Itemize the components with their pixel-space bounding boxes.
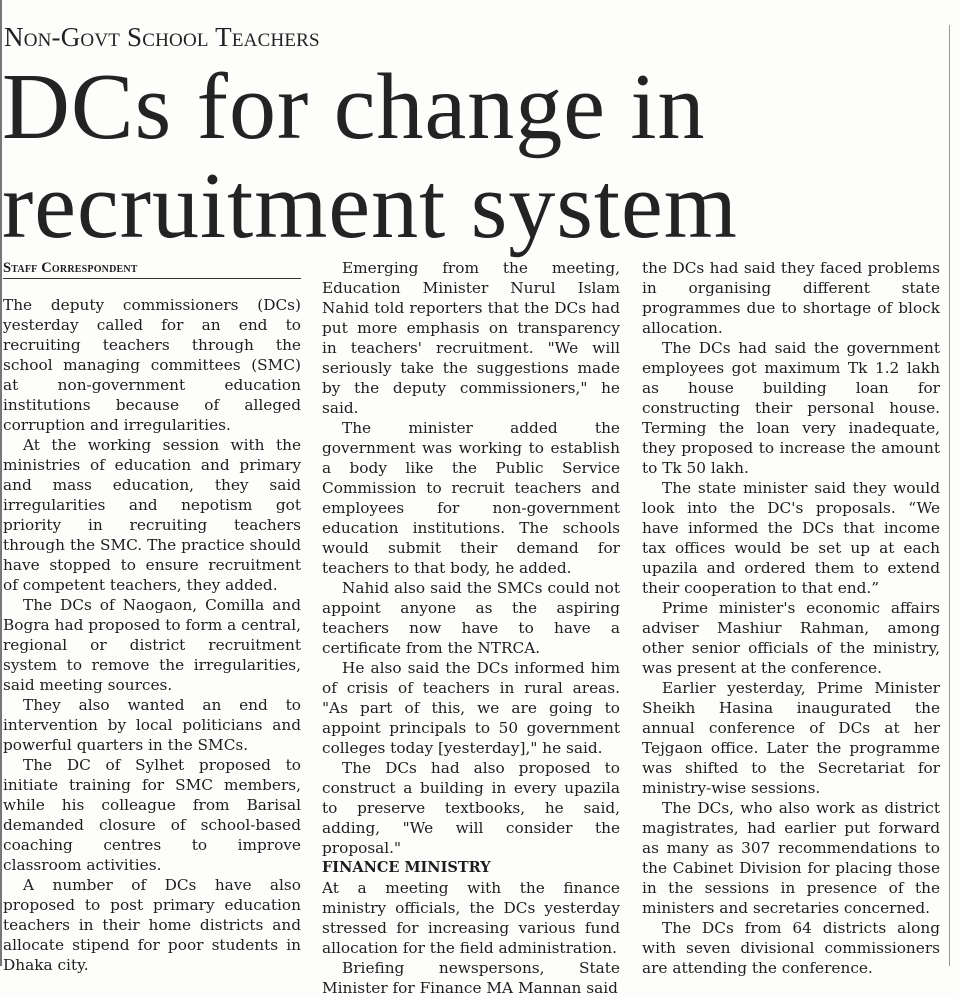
paragraph: Prime minister's economic affairs adviser Mashiur Rahman, among other senior officials of the ministry, was present at the conference. [642, 599, 940, 677]
article-column-2 [322, 258, 620, 998]
paragraph: The DCs, who also work as district magistrates, had earlier put forward as many as 307 recommendations to the Cabinet Division for placing those in the sessions in presence of the ministers and secretaries concerned. [642, 799, 940, 917]
paragraph: He also said the DCs informed him of crisis of teachers in rural areas. "As part of this, we are going to appoint principals to 50 government colleges today [yesterday]," he said. [322, 659, 620, 757]
paragraph: They also wanted an end to intervention by local politicians and powerful quarters in the SMCs. [3, 696, 301, 754]
paragraph: Nahid also said the SMCs could not appoint anyone as the aspiring teachers now have to have a certificate from the NTRCA. [322, 579, 620, 657]
paragraph: The DCs had said the government employees got maximum Tk 1.2 lakh as house building loan for constructing their personal house. Terming the loan very inadequate, they proposed to increase the amount to Tk 50 lakh. [642, 339, 940, 477]
paragraph: Emerging from the meeting, Education Minister Nurul Islam Nahid told reporters that the DCs had put more emphasis on transparency in teachers' recruitment. "We will seriously take the suggestions made by the deputy commissioners," he said. [322, 259, 620, 417]
paragraph: The minister added the government was working to establish a body like the Public Service Commission to recruit teachers and employees for non-government education institutions. The schools would submit their demand for teachers to that body, he added. [322, 419, 620, 577]
paragraph: The DC of Sylhet proposed to initiate training for SMC members, while his colleague from Barisal demanded closure of school-based coaching centres to improve classroom activities. [3, 756, 301, 874]
paragraph: The deputy commissioners (DCs) yesterday called for an end to recruiting teachers through the school managing committees (SMC) at non-government education institutions because of alleged corruption and irregularities. [3, 296, 301, 434]
article-column-3 [642, 258, 940, 978]
paragraph: the DCs had said they faced problems in organising different state programmes due to shortage of block allocation. [642, 259, 940, 337]
paragraph: At the working session with the ministries of education and primary and mass education, they said irregularities and nepotism got priority in recruiting teachers through the SMC. The practice should have stopped to ensure recruitment of competent teachers, they added. [3, 436, 301, 594]
headline: DCs for change in recruitment system [2, 55, 738, 258]
paragraph: Briefing newspersons, State Minister for Finance MA Mannan said [322, 959, 620, 997]
paragraph: The state minister said they would look into the DC's proposals. “We have informed the DCs that income tax offices would be set up at each upazila and ordered them to extend their cooperation to that end.” [642, 479, 940, 597]
article-column-1 [3, 258, 301, 975]
byline: Staff Correspondent [3, 258, 301, 279]
paragraph: The DCs from 64 districts along with seven divisional commissioners are attending the conference. [642, 919, 940, 977]
kicker: Non-Govt School Teachers [4, 22, 320, 52]
paragraph: The DCs of Naogaon, Comilla and Bogra had proposed to form a central, regional or district recruitment system to remove the irregularities, said meeting sources. [3, 596, 301, 694]
paragraph: The DCs had also proposed to construct a building in every upazila to preserve textbooks, he said, adding, "We will consider the proposal." [322, 759, 620, 857]
paragraph: A number of DCs have also proposed to post primary education teachers in their home districts and allocate stipend for poor students in Dhaka city. [3, 876, 301, 974]
section-subhead: FINANCE MINISTRY [322, 859, 491, 876]
right-border-rule [949, 25, 950, 966]
paragraph: Earlier yesterday, Prime Minister Sheikh Hasina inaugurated the annual conference of DCs at her Tejgaon office. Later the programme was shifted to the Secretariat for ministry-wise sessions. [642, 679, 940, 797]
paragraph: At a meeting with the finance ministry officials, the DCs yesterday stressed for increasing various fund allocation for the field administration. [322, 879, 620, 957]
